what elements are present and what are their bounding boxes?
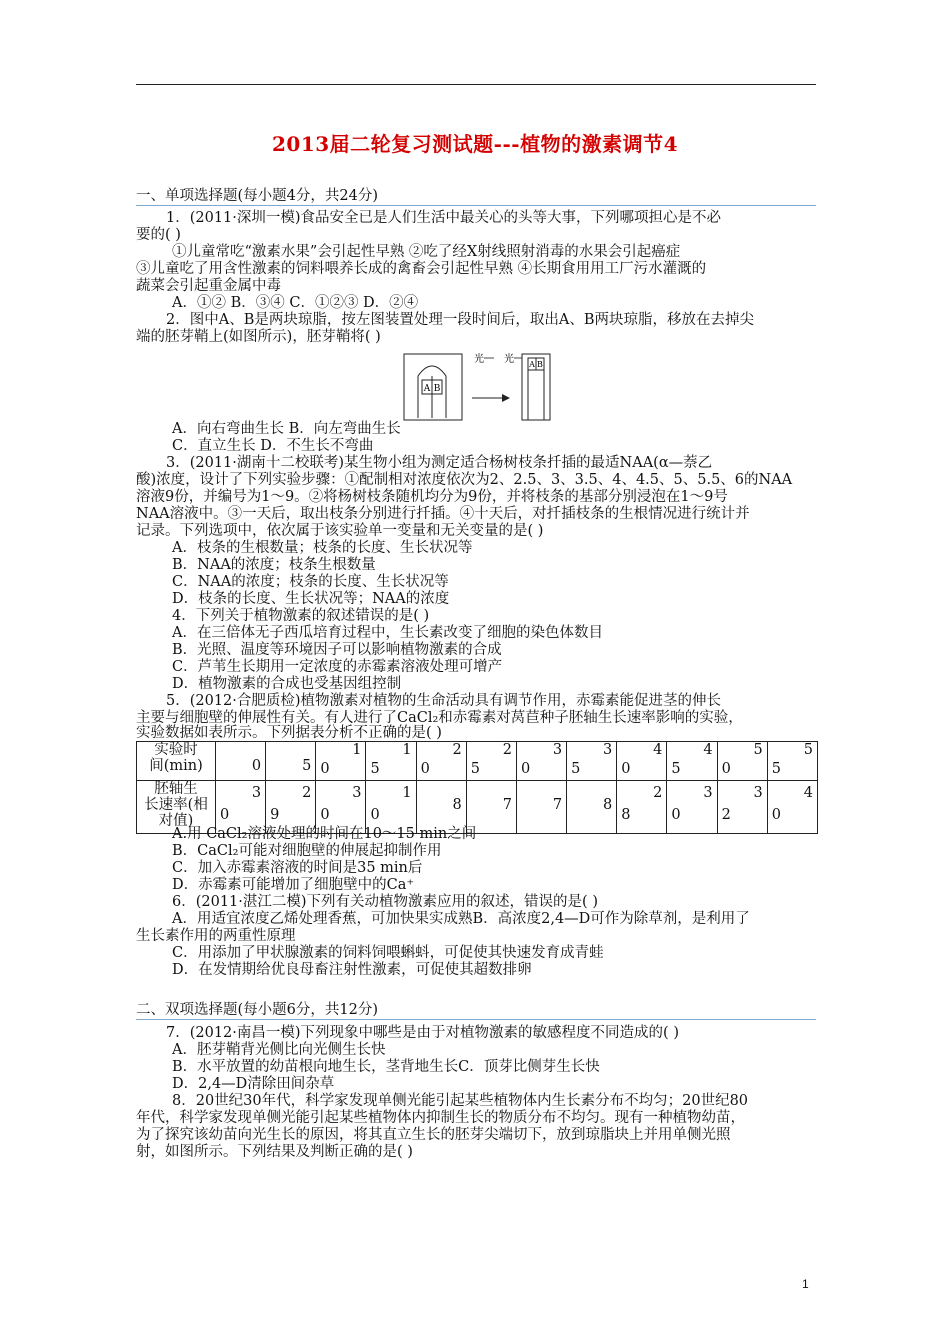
q5-line3: 实验数据如表所示。下列据表分析不正确的是( ) — [136, 725, 442, 741]
table-cell: 2 — [502, 742, 512, 758]
table-cell: 5 — [302, 758, 312, 774]
q5-line1: 5．(2012·合肥质检)植物激素对植物的生命活动具有调节作用，赤霉素能促进茎的伸长 — [166, 693, 722, 709]
q4-option-c: C．芦苇生长期用一定浓度的赤霉素溶液处理可增产 — [172, 659, 503, 675]
q5-line2: 主要与细胞壁的伸展性有关。有人进行了CaCl₂和赤霉素对莴苣种子胚轴生长速率影响的实验， — [136, 710, 743, 726]
q3-option-a: A．枝条的生根数量；枝条的长度、生长状况等 — [172, 540, 473, 556]
q7-option-d: D．2,4—D清除田间杂草 — [172, 1076, 335, 1092]
q3-line3: 溶液9份，并编号为1～9。②将杨树枝条随机均分为9份，并将枝条的基部分别浸泡在1～9号 — [136, 489, 728, 505]
q2-line2: 端的胚芽鞘上(如图所示)，胚芽鞘将( ) — [136, 329, 381, 345]
q7-option-a: A．胚芽鞘背光侧比向光侧生长快 — [172, 1042, 386, 1058]
q3-line2: 酸)浓度，设计了下列实验步骤：①配制相对浓度依次为2、2.5、3、3.5、4、4.5、5、5.5、6的NAA — [136, 472, 793, 488]
q4-option-a: A．在三倍体无子西瓜培育过程中，生长素改变了细胞的染色体数目 — [172, 625, 603, 641]
q3-option-c: C．NAA的浓度；枝条的长度、生长状况等 — [172, 574, 449, 590]
table-cell: 4 — [653, 742, 663, 758]
label-b: B — [433, 384, 441, 394]
q1-options: A．①② B．③④ C．①②③ D．②④ — [172, 295, 419, 311]
q7-option-bc: B．水平放置的幼苗根向地生长，茎背地生长C．顶芽比侧芽生长快 — [172, 1059, 600, 1075]
q3-line1: 3．(2011·湖南十二校联考)某生物小组为测定适合杨树枝条扦插的最适NAA(α—萘乙 — [166, 455, 713, 471]
q2-line1: 2．图中A、B是两块琼脂，按左图装置处理一段时间后，取出A、B两块琼脂，移放在去掉尖 — [166, 312, 754, 328]
svg-text:B: B — [537, 360, 543, 369]
table-cell: 1 — [352, 742, 362, 758]
q1-line3: ①儿童常吃“激素水果”会引起性早熟 ②吃了经X射线照射消毒的水果会引起癌症 — [172, 244, 681, 260]
q4-option-b: B．光照、温度等环境因子可以影响植物激素的合成 — [172, 642, 502, 658]
table-cell: 3 — [603, 742, 613, 758]
section-heading-2: 二、双项选择题(每小题6分，共12分) — [136, 1002, 378, 1018]
light-label-2: 光 — [504, 354, 514, 365]
q2-options-ab: A．向右弯曲生长 B．向左弯曲生长 — [172, 421, 401, 437]
svg-text:A: A — [529, 360, 535, 369]
q6-option-d: D．在发情期给优良母畜注射性激素，可促使其超数排卵 — [172, 962, 532, 978]
q3-option-b: B．NAA的浓度；枝条生根数量 — [172, 557, 376, 573]
top-rule — [136, 84, 816, 85]
section-rule-1 — [136, 205, 816, 206]
q6-option-c: C．用添加了甲状腺激素的饲料饲喂蝌蚪，可促使其快速发育成青蛙 — [172, 945, 604, 961]
q4-option-d: D．植物激素的合成也受基因组控制 — [172, 676, 402, 692]
header-rate: 胚轴生 长速率(相 对值) — [137, 781, 216, 834]
q1-line1: 1．(2011·深圳一模)食品安全已是人们生活中最关心的头等大事，下列哪项担心是不必 — [166, 210, 722, 226]
section-heading-1: 一、单项选择题(每小题4分，共24分) — [136, 188, 378, 204]
page-title: 2013届二轮复习测试题---植物的激素调节4 — [272, 132, 678, 156]
q6-line1: 6．(2011·湛江二模)下列有关动植物激素应用的叙述，错误的是( ) — [172, 894, 598, 910]
q5-option-a: A.用 CaCl₂溶液处理的时间在10～15 min之间 — [172, 826, 477, 842]
q1-line2: 要的( ) — [136, 227, 181, 243]
table-cell: 5 — [803, 742, 813, 758]
q1-line4: ③儿童吃了用含性激素的饲料喂养长成的禽畜会引起性早熟 ④长期食用用工厂污水灌溉的 — [136, 261, 707, 277]
q4-line1: 4．下列关于植物激素的叙述错误的是( ) — [172, 608, 430, 624]
experiment-table — [136, 741, 818, 834]
q6-line3: 生长素作用的两重性原理 — [136, 928, 296, 944]
q3-line5: 记录。下列选项中，依次属于该实验单一变量和无关变量的是( ) — [136, 523, 544, 539]
q3-option-d: D．枝条的长度、生长状况等；NAA的浓度 — [172, 591, 450, 607]
table-cell: 0 — [251, 758, 262, 774]
q5-option-c: C．加入赤霉素溶液的时间是35 min后 — [172, 860, 423, 876]
section-rule-2 — [136, 1019, 816, 1020]
q5-option-b: B．CaCl₂可能对细胞壁的伸展起抑制作用 — [172, 843, 442, 859]
q7-line1: 7．(2012·南昌一模)下列现象中哪些是由于对植物激素的敏感程度不同造成的( ) — [166, 1025, 679, 1041]
page-number: 1 — [802, 1277, 809, 1291]
table-cell: 3 — [552, 742, 563, 758]
q3-line4: NAA溶液中。③一天后，取出枝条分别进行扦插。④十天后，对扦插枝条的生根情况进行统计并 — [136, 506, 750, 522]
q2-options-cd: C．直立生长 D．不生长不弯曲 — [172, 438, 374, 454]
table-row-rate: 胚轴生 长速率(相 对值) 3 0 2 9 3 0 1 0 8 7 7 8 2 8 3 0 3 2 4 0 — [137, 781, 818, 834]
q8-line1: 8．20世纪30年代，科学家发现单侧光能引起某些植物体内生长素分布不均匀；20世纪80 — [172, 1093, 749, 1109]
q5-option-d: D．赤霉素可能增加了细胞壁中的Ca⁺ — [172, 877, 415, 893]
q8-line3: 为了探究该幼苗向光生长的原因，将其直立生长的胚芽尖端切下，放到琼脂块上并用单侧光照 — [136, 1127, 731, 1143]
q1-line5: 蔬菜会引起重金属中毒 — [136, 278, 281, 294]
light-label-1: 光 — [474, 354, 484, 365]
q8-line4: 射，如图所示。下列结果及判断正确的是( ) — [136, 1144, 413, 1160]
coleoptile-diagram — [402, 352, 552, 422]
q6-line2: A．用适宜浓度乙烯处理香蕉，可加快果实成熟B．高浓度2,4—D可作为除草剂，是利用了 — [172, 911, 750, 927]
q8-line2: 年代，科学家发现单侧光能引起某些植物体内抑制生长的物质分布不均匀。现有一种植物幼苗， — [136, 1110, 745, 1126]
table-cell: 5 — [753, 742, 763, 758]
header-time: 实验时 间(min) — [137, 742, 216, 781]
table-cell: 1 — [402, 742, 412, 758]
table-cell: 2 — [452, 742, 462, 758]
table-cell: 4 — [703, 742, 713, 758]
table-row-time: 实验时 间(min) 0 5 1 0 1 5 2 0 2 5 3 0 3 5 4 0 4 5 5 0 5 5 — [137, 742, 818, 781]
label-a: A — [423, 384, 431, 394]
